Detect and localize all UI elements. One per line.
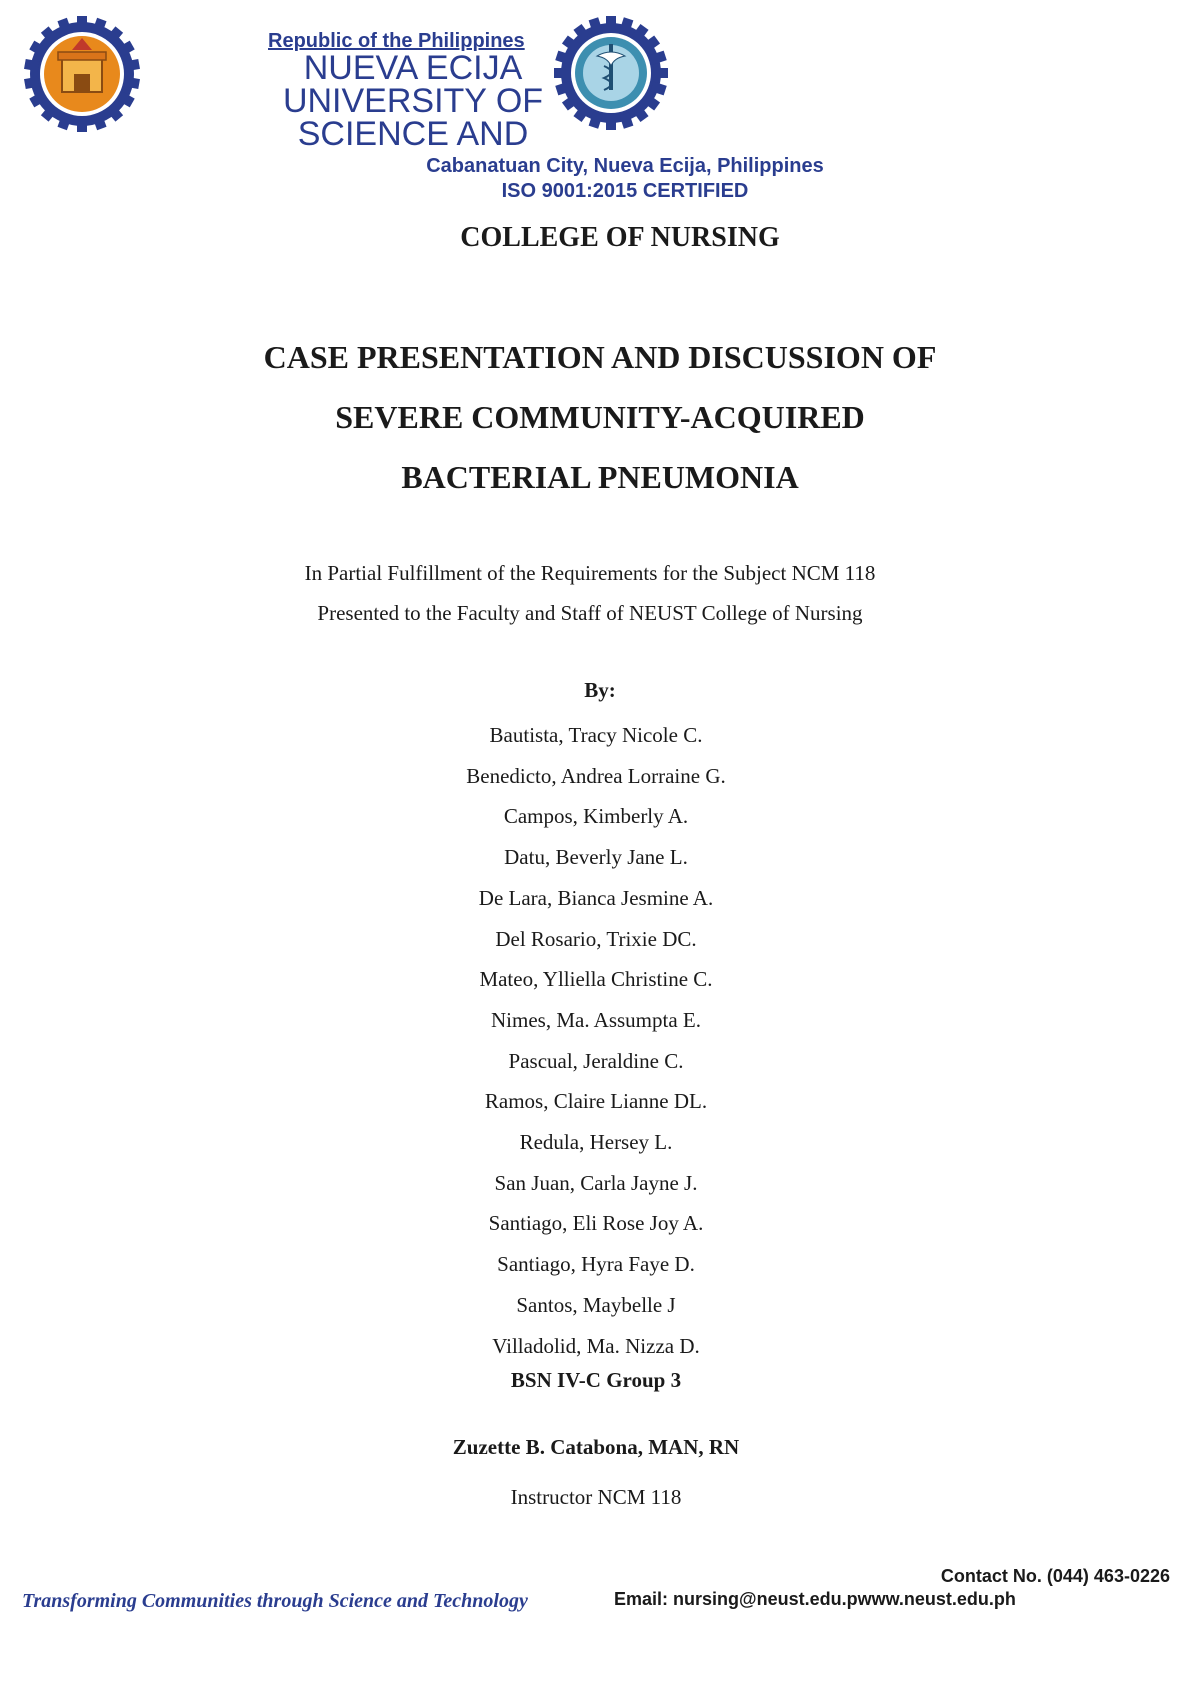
member-name: Nimes, Ma. Assumpta E. [491,1007,701,1032]
university-motto: Transforming Communities through Science and Technology [22,1590,528,1612]
college-name: COLLEGE OF NURSING [460,222,780,253]
contact-number: Contact No. (044) 463-0226 [940,1566,1170,1586]
member-name: Datu, Beverly Jane L. [504,845,688,870]
university-name-line: SCIENCE AND [297,115,529,153]
member-name: Mateo, Ylliella Christine C. [479,967,713,992]
member-name: Benedicto, Andrea Lorraine G. [466,763,726,788]
member-name: Pascual, Jeraldine C. [508,1048,684,1073]
member-name: Redula, Hersey L. [519,1130,673,1155]
iso-certification: ISO 9001:2015 CERTIFIED [501,180,749,202]
university-location: Cabanatuan City, Nueva Ecija, Philippines [426,155,824,177]
member-name: Santiago, Hyra Faye D. [497,1252,695,1277]
university-seal-left-icon [22,14,142,134]
member-name: Bautista, Tracy Nicole C. [489,723,703,747]
member-name: De Lara, Bianca Jesmine A. [478,885,714,910]
member-name: Ramos, Claire Lianne DL. [484,1089,708,1114]
republic-label: Republic of the Philippines [268,30,525,52]
college-of-nursing-seal-icon [552,14,670,132]
member-name: Campos, Kimberly A. [503,804,689,829]
fulfillment-statement [0,553,1180,633]
university-name [268,49,558,153]
member-name: San Juan, Carla Jayne J. [494,1170,698,1195]
group-label: BSN IV-C Group 3 [510,1368,682,1392]
university-name-line: UNIVERSITY OF [282,82,544,120]
instructor-role: Instructor NCM 118 [510,1485,682,1509]
member-name: Del Rosario, Trixie DC. [495,926,697,951]
member-name: Villadolid, Ma. Nizza D. [492,1333,700,1358]
by-label: By: [584,678,616,702]
member-list [0,715,1192,1366]
title-line: SEVERE COMMUNITY-ACQUIRED [335,399,865,435]
fulfillment-line: Presented to the Faculty and Staff of NEUST College of Nursing [317,601,863,625]
university-name-line: NUEVA ECIJA [303,49,523,87]
fulfillment-line: In Partial Fulfillment of the Requirements for the Subject NCM 118 [304,561,876,585]
title-line: CASE PRESENTATION AND DISCUSSION OF [263,339,937,375]
contact-email: Email: nursing@neust.edu.pwww.neust.edu.ph [614,1589,1016,1609]
document-title [0,327,1200,507]
instructor-name: Zuzette B. Catabona, MAN, RN [452,1435,740,1459]
title-line: BACTERIAL PNEUMONIA [401,459,799,495]
member-name: Santiago, Eli Rose Joy A. [488,1211,704,1236]
member-name: Santos, Maybelle J [516,1292,676,1317]
